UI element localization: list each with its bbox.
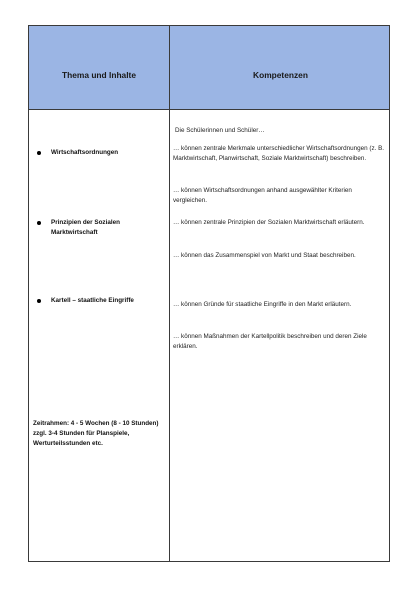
competence-item: … können zentrale Merkmale unterschiedlicher Wirtschaftsordnungen (z. B. Marktwirtschaft, Planwirtschaft, Soziale Marktwirtschaft) beschreiben. xyxy=(173,145,385,162)
competence-item: … können zentrale Prinzipien der Sozialen Marktwirtschaft erläutern. xyxy=(173,219,365,226)
curriculum-table xyxy=(28,25,390,562)
competence-item: … können Gründe für staatliche Eingriffe in den Markt erläutern. xyxy=(173,301,352,308)
timeframe-note: Zeitrahmen: 4 - 5 Wochen (8 - 10 Stunden) zzgl. 3-4 Stunden für Planspiele, Werturteilsstunden etc. xyxy=(33,420,159,447)
competence-item: … können Wirtschaftsordnungen anhand ausgewählter Kriterien vergleichen. xyxy=(173,187,352,204)
header-topics: Thema und Inhalte xyxy=(62,70,136,80)
table-header xyxy=(29,26,389,110)
column-divider xyxy=(169,26,170,561)
competence-intro: Die Schülerinnen und Schüler… xyxy=(175,127,265,134)
topic-label: Kartell – staatliche Eingriffe xyxy=(51,297,134,304)
bullet-icon xyxy=(37,151,41,155)
topic-label: Prinzipien der Sozialen Marktwirtschaft xyxy=(51,219,120,236)
competence-item: … können Maßnahmen der Kartellpolitik beschreiben und deren Ziele erklären. xyxy=(173,333,367,350)
topic-label: Wirtschaftsordnungen xyxy=(51,149,119,156)
header-competences: Kompetenzen xyxy=(253,70,308,80)
bullet-icon xyxy=(37,221,41,225)
competence-item: … können das Zusammenspiel von Markt und Staat beschreiben. xyxy=(173,252,356,259)
bullet-icon xyxy=(37,299,41,303)
